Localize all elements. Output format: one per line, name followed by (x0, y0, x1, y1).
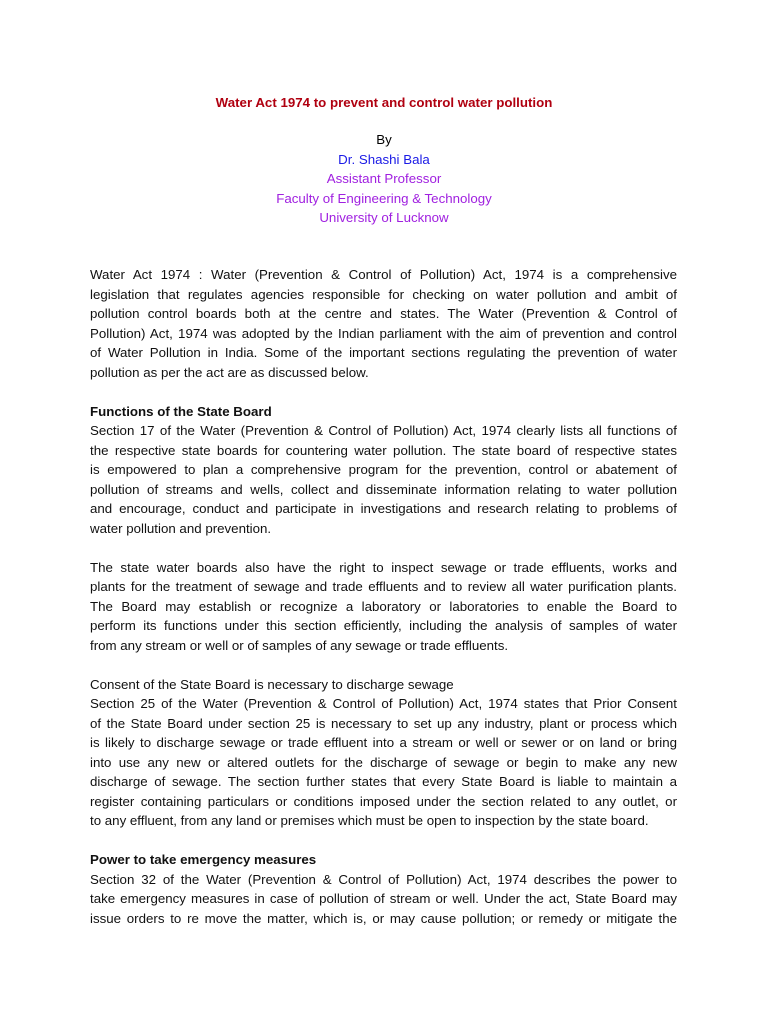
text-line: is empowered to plan a comprehensive program for the prevention, control or abatement of (90, 462, 677, 477)
document-body (90, 265, 677, 928)
author-faculty: Faculty of Engineering & Technology (276, 190, 492, 206)
text-line: of Water Pollution in India. Some of the important sections regulating the prevention of water (90, 345, 677, 360)
text-line: Water Act 1974 : Water (Prevention & Control of Pollution) Act, 1974 is a comprehensive (90, 267, 677, 282)
author-name: Dr. Shashi Bala (338, 151, 430, 167)
text-line: and encourage, conduct and participate in investigations and research relating to problems of (90, 501, 677, 516)
functions-paragraph-1 (90, 421, 677, 538)
text-line: register containing particulars or conditions imposed under the section related to any outlet, or (90, 793, 677, 809)
text-line: of the State Board under section 25 is necessary to set up any industry, plant or process which (90, 715, 677, 731)
paragraph-gap (90, 655, 677, 675)
paragraph-gap (90, 382, 677, 402)
paragraph-gap (90, 831, 677, 851)
byline (0, 130, 768, 228)
intro-paragraph (90, 265, 677, 382)
by-label: By (376, 132, 392, 147)
section-heading-consent: Consent of the State Board is necessary to discharge sewage (90, 676, 454, 692)
text-line: discharge of sewage. The section further states that every State Board is liable to maintain a (90, 774, 677, 789)
text-line: Section 17 of the Water (Prevention & Control of Pollution) Act, 1974 clearly lists all functions of (90, 423, 677, 438)
text-line: pollution control boards both at the centre and states. The Water (Prevention & Control of (90, 306, 677, 321)
section-heading-functions: Functions of the State Board (90, 403, 272, 419)
text-line: The Board may establish or recognize a laboratory or laboratories to enable the Board to (90, 598, 677, 614)
text-line: the respective state boards for countering water pollution. The state board of respective states (90, 442, 677, 458)
text-line: into use any new or altered outlets for the discharge of sewage or begin to make any new (90, 754, 677, 770)
text-line: pollution as per the act are as discussed below. (90, 364, 369, 380)
section-heading-emergency: Power to take emergency measures (90, 852, 317, 867)
author-position: Assistant Professor (326, 171, 442, 186)
emergency-paragraph (90, 870, 677, 929)
text-line: The state water boards also have the right to inspect sewage or trade effluents, works and (90, 559, 677, 575)
text-line: plants for the treatment of sewage and trade effluents and to review all water purification plants. (90, 579, 677, 594)
consent-paragraph (90, 694, 677, 831)
text-line: take emergency measures in case of pollution of stream or well. Under the act, State Board may (90, 891, 677, 906)
document-title: Water Act 1974 to prevent and control water pollution (215, 95, 553, 110)
functions-paragraph-2 (90, 558, 677, 656)
text-line: from any stream or well or of samples of any sewage or trade effluents. (90, 637, 509, 653)
paragraph-gap (90, 538, 677, 558)
text-line: to any effluent, from any land or premises which must be open to inspection by the state board. (90, 813, 649, 828)
text-line: issue orders to re move the matter, which is, or may cause pollution; or remedy or mitigate the (90, 910, 677, 926)
text-line: pollution of streams and wells, collect and disseminate information relating to water pollution (90, 481, 677, 497)
text-line: Pollution) Act, 1974 was adopted by the Indian parliament with the aim of prevention and control (90, 325, 677, 341)
author-university: University of Lucknow (319, 210, 449, 225)
text-line: Section 25 of the Water (Prevention & Control of Pollution) Act, 1974 states that Prior Consent (90, 696, 677, 711)
text-line: Section 32 of the Water (Prevention & Control of Pollution) Act, 1974 describes the power to (90, 871, 677, 887)
text-line: perform its functions under this section efficiently, including the analysis of samples of water (90, 618, 677, 633)
text-line: is likely to discharge sewage or trade effluent into a stream or well or sewer or on land or bring (90, 735, 677, 750)
text-line: legislation that regulates agencies responsible for checking on water pollution and ambit of (90, 286, 677, 302)
text-line: water pollution and prevention. (90, 520, 272, 536)
